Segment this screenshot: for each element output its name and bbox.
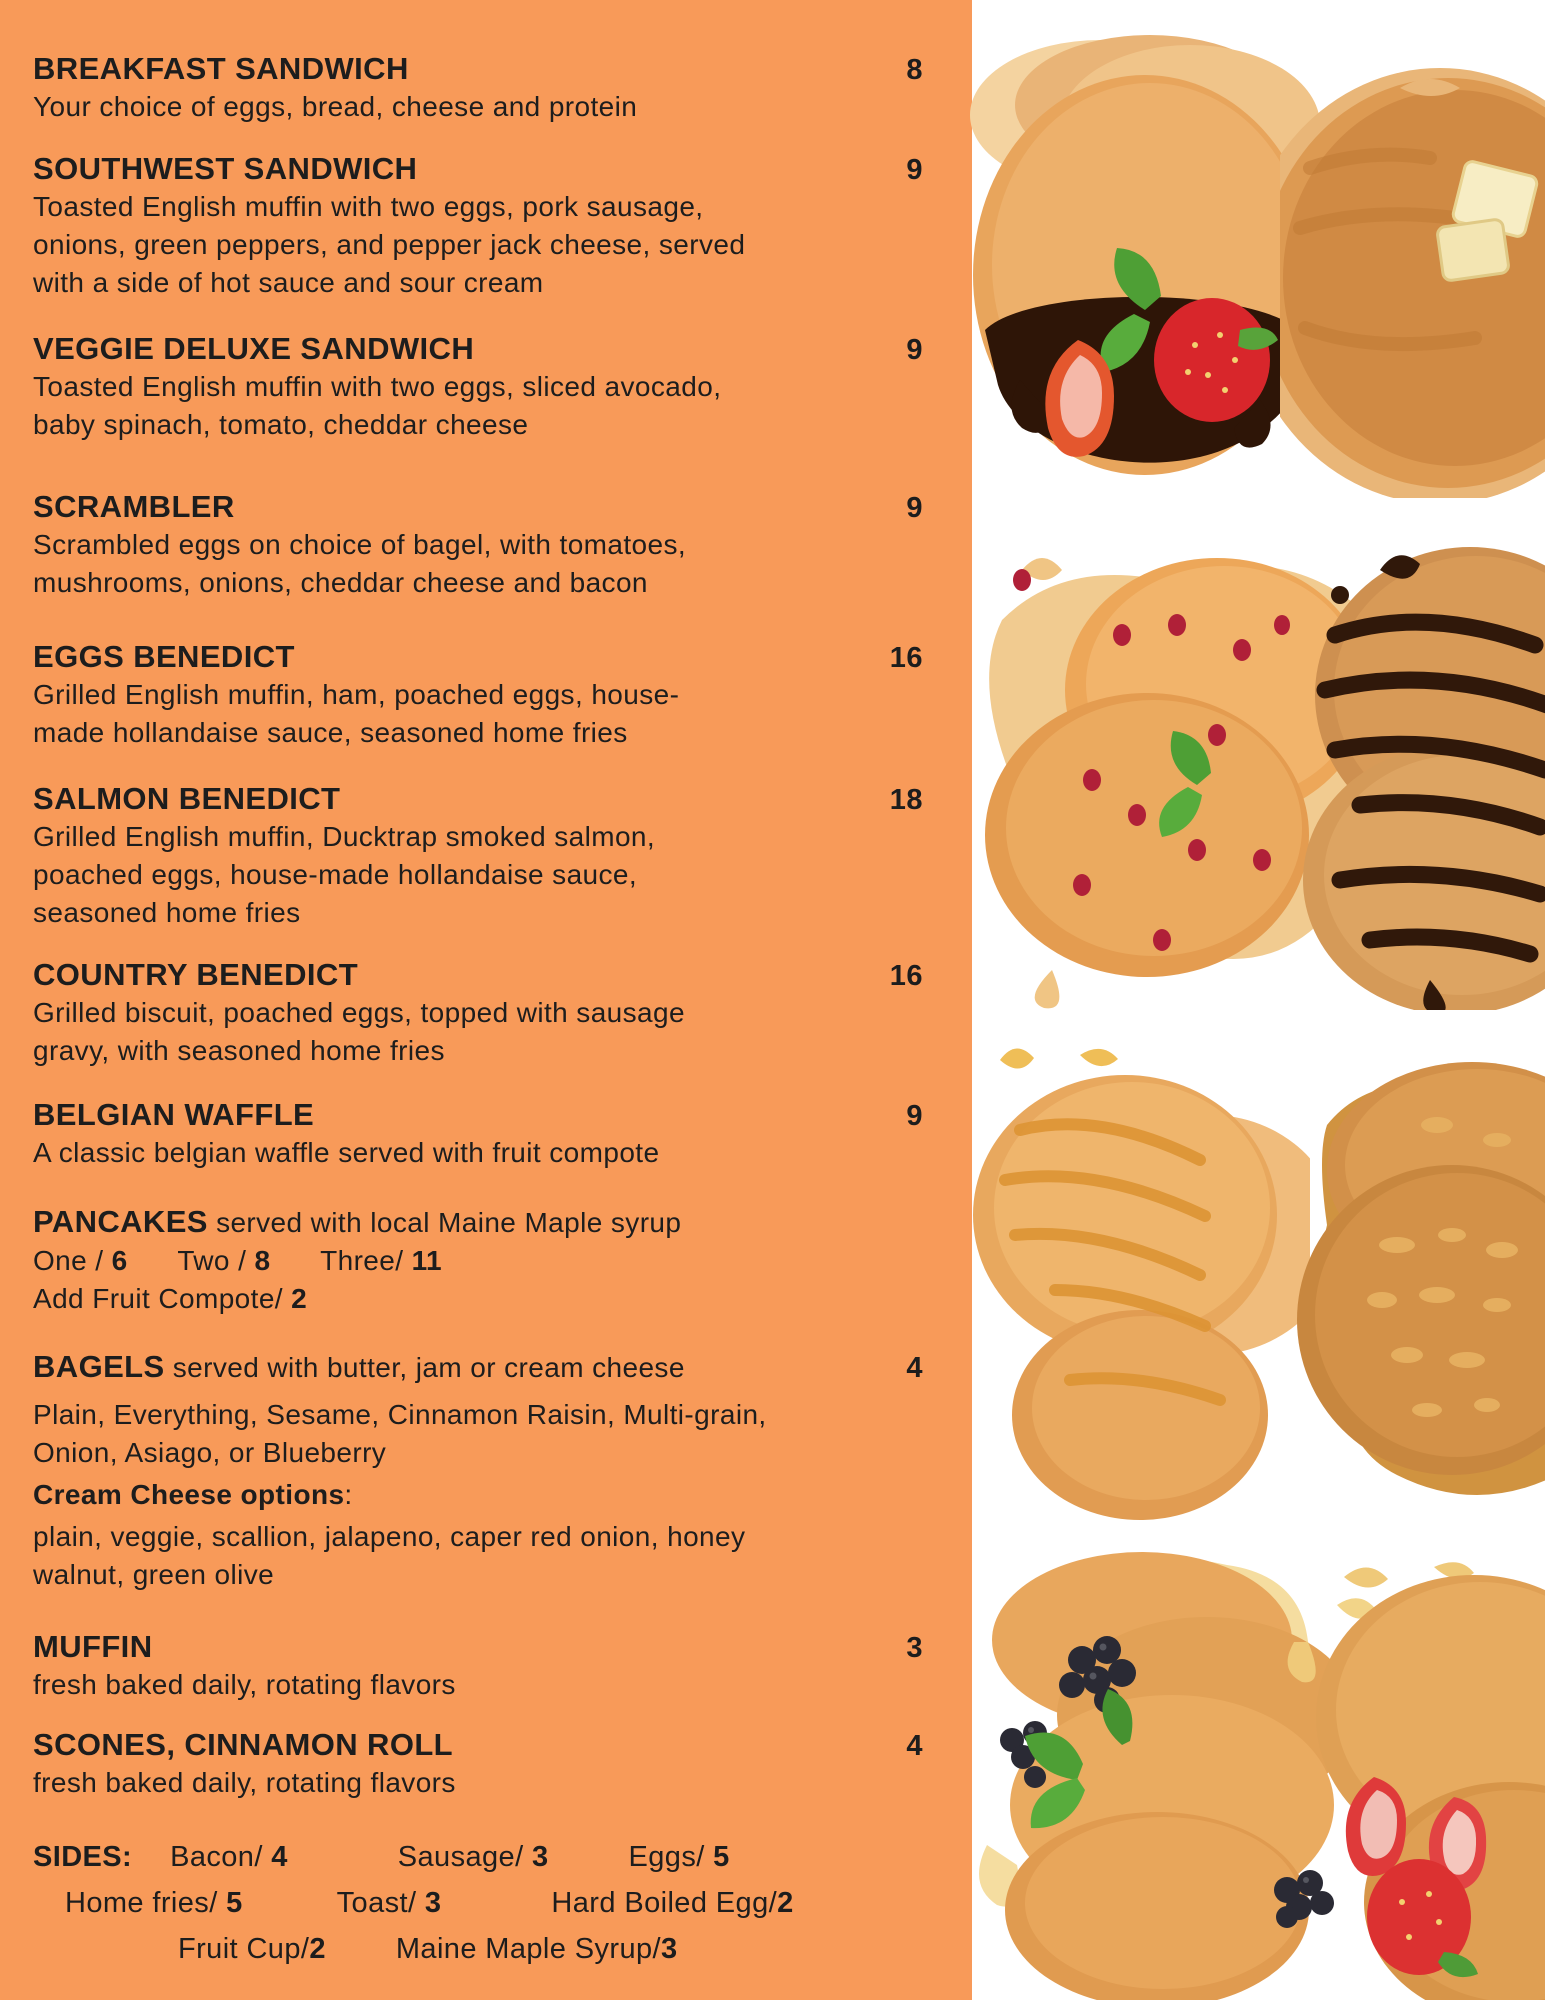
menu-item-muffin [33, 1628, 923, 1704]
pancakes-chocolate-strawberry-photo [960, 30, 1330, 505]
pancakes-maple-syrup-photo [1287, 1055, 1545, 1510]
pancakes-strawberry-syrup-photo [1284, 1552, 1545, 2000]
item-title: SCRAMBLER [33, 489, 235, 524]
pancakes-price-options: One / 6 Two / 8 Three/ 11 [33, 1245, 443, 1276]
item-desc: fresh baked daily, rotating flavors [33, 1767, 456, 1798]
cream-cheese-options: plain, veggie, scallion, jalapeno, caper red onion, honey [33, 1521, 746, 1552]
menu-item-belgian-waffle [33, 1096, 923, 1172]
cream-cheese-heading: Cream Cheese options: [33, 1479, 353, 1510]
item-price: 16 [889, 960, 923, 992]
item-price: 9 [906, 492, 923, 524]
item-desc: Toasted English muffin with two eggs, sliced avocado, [33, 371, 722, 402]
item-desc: poached eggs, house-made hollandaise sauce, [33, 859, 638, 890]
sides-heading: SIDES: [33, 1841, 133, 1873]
item-price: 9 [906, 1100, 923, 1132]
bagel-varieties: Onion, Asiago, or Blueberry [33, 1437, 387, 1468]
item-price: 16 [889, 642, 923, 674]
item-desc: gravy, with seasoned home fries [33, 1035, 445, 1066]
item-price: 18 [889, 784, 923, 816]
menu-item-bagels [33, 1348, 923, 1594]
item-desc: onions, green peppers, and pepper jack cheese, served [33, 229, 746, 260]
item-desc: Grilled English muffin, ham, poached eggs, house- [33, 679, 680, 710]
pancakes-addon: Add Fruit Compote/ 2 [33, 1283, 308, 1314]
item-title: SALMON BENEDICT [33, 781, 341, 816]
item-desc: mushrooms, onions, cheddar cheese and bacon [33, 567, 648, 598]
menu-item-salmon-benedict [33, 780, 923, 932]
item-price: 4 [906, 1352, 923, 1384]
item-desc: Grilled biscuit, poached eggs, topped with sausage [33, 997, 685, 1028]
item-desc: Your choice of eggs, bread, cheese and protein [33, 91, 638, 122]
pancakes-chocolate-drizzle-photo [1280, 540, 1545, 1015]
menu-item-breakfast-sandwich [33, 50, 923, 126]
menu-item-country-benedict [33, 956, 923, 1070]
sides-row-2: Home fries/ 5 Toast/ 3 Hard Boiled Egg/2 [65, 1887, 794, 1919]
item-title: BREAKFAST SANDWICH [33, 51, 409, 86]
item-title: EGGS BENEDICT [33, 639, 295, 674]
bagel-varieties: Plain, Everything, Sesame, Cinnamon Raisin, Multi-grain, [33, 1399, 767, 1430]
menu-item-scrambler [33, 488, 923, 602]
item-title: BELGIAN WAFFLE [33, 1097, 315, 1132]
item-desc: Scrambled eggs on choice of bagel, with tomatoes, [33, 529, 687, 560]
item-price: 4 [906, 1730, 923, 1762]
item-title: VEGGIE DELUXE SANDWICH [33, 331, 475, 366]
menu-item-southwest-sandwich [33, 150, 923, 302]
item-price: 9 [906, 154, 923, 186]
item-desc: baby spinach, tomato, cheddar cheese [33, 409, 529, 440]
pancakes-butter-syrup-photo [1280, 28, 1545, 503]
item-desc: Toasted English muffin with two eggs, pork sausage, [33, 191, 704, 222]
pancakes-honey-drizzle-photo [960, 1040, 1310, 1525]
item-title: BAGELS [33, 1349, 165, 1384]
item-desc: seasoned home fries [33, 897, 301, 928]
menu-item-pancakes [33, 1203, 923, 1318]
sides-row-1: SIDES: Bacon/ 4 Sausage/ 3 Eggs/ 5 [33, 1838, 953, 1876]
item-title: PANCAKES [33, 1204, 208, 1239]
photo-grid [972, 0, 1545, 2000]
cream-cheese-options: walnut, green olive [33, 1559, 275, 1590]
menu-item-eggs-benedict [33, 638, 923, 752]
item-title: MUFFIN [33, 1629, 153, 1664]
item-tagline: served with local Maine Maple syrup [216, 1207, 682, 1238]
item-price: 9 [906, 334, 923, 366]
item-desc: made hollandaise sauce, seasoned home fries [33, 717, 628, 748]
item-price: 8 [906, 54, 923, 86]
item-title: SCONES, CINNAMON ROLL [33, 1727, 454, 1762]
item-desc: fresh baked daily, rotating flavors [33, 1669, 456, 1700]
item-desc: with a side of hot sauce and sour cream [33, 267, 544, 298]
item-desc: A classic belgian waffle served with fruit compote [33, 1137, 660, 1168]
menu-item-scones-cinnamon-roll [33, 1726, 923, 1802]
item-desc: Grilled English muffin, Ducktrap smoked salmon, [33, 821, 656, 852]
item-title: COUNTRY BENEDICT [33, 957, 359, 992]
item-tagline: served with butter, jam or cream cheese [172, 1352, 685, 1383]
menu-item-veggie-deluxe-sandwich [33, 330, 923, 444]
item-title: SOUTHWEST SANDWICH [33, 151, 418, 186]
item-price: 3 [906, 1632, 923, 1664]
sides-row-3: Fruit Cup/2 Maine Maple Syrup/3 [178, 1933, 678, 1965]
